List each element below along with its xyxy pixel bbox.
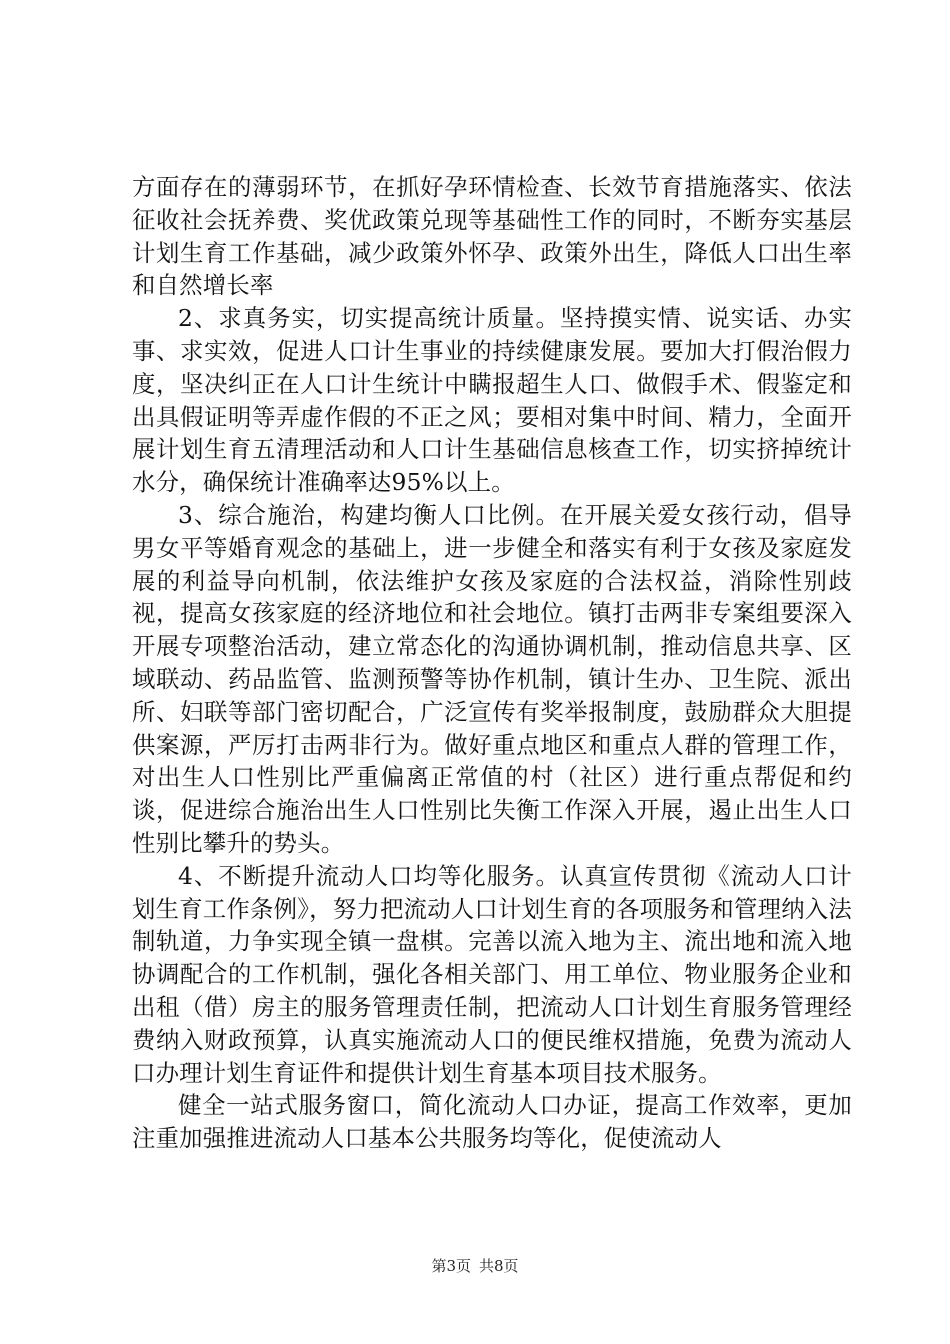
paragraph-continuation: 方面存在的薄弱环节，在抓好孕环情检查、长效节育措施落实、依法征收社会抚养费、奖优政策兑现等基础性工作的同时，不断夯实基层计划生育工作基础，减少政策外怀孕、政策外出生，降低人口出生率和自然增长率: [132, 173, 852, 300]
paragraph-service-window: 健全一站式服务窗口，简化流动人口办证，提高工作效率，更加注重加强推进流动人口基本公共服务均等化，促使流动人: [132, 1091, 852, 1153]
paragraph-item-4: 4、不断提升流动人口均等化服务。认真宣传贯彻《流动人口计划生育工作条例》，努力把流动人口计划生育的各项服务和管理纳入法制轨道，力争实现全镇一盘棋。完善以流入地为主、流出地和流入地协调配合的工作机制，强化各相关部门、用工单位、物业服务企业和出租（借）房主的服务管理责任制，把流动人口计划生育服务管理经费纳入财政预算，认真实施流动人口的便民维权措施，免费为流动人口办理计划生育证件和提供计划生育基本项目技术服务。: [132, 861, 852, 1087]
page-number: 第3页: [431, 1257, 471, 1275]
paragraph-item-2: 2、求真务实，切实提高统计质量。坚持摸实情、说实话、办实事、求实效，促进人口计生事业的持续健康发展。要加大打假治假力度，坚决纠正在人口计生统计中瞒报超生人口、做假手术、假鉴定和出具假证明等弄虚作假的不正之风；要相对集中时间、精力，全面开展计划生育五清理活动和人口计生基础信息核查工作，切实挤掉统计水分，确保统计准确率达95%以上。: [132, 304, 852, 497]
paragraph-item-3: 3、综合施治，构建均衡人口比例。在开展关爱女孩行动，倡导男女平等婚育观念的基础上，进一步健全和落实有利于女孩及家庭发展的利益导向机制，依法维护女孩及家庭的合法权益，消除性别歧视，提高女孩家庭的经济地位和社会地位。镇打击两非专案组要深入开展专项整治活动，建立常态化的沟通协调机制，推动信息共享、区域联动、药品监管、监测预警等协作机制，镇计生办、卫生院、派出所、妇联等部门密切配合，广泛宣传有奖举报制度，鼓励群众大胆提供案源，严厉打击两非行为。做好重点地区和重点人群的管理工作，对出生人口性别比严重偏离正常值的村（社区）进行重点帮促和约谈，促进综合施治出生人口性别比失衡工作深入开展，遏止出生人口性别比攀升的势头。: [132, 500, 852, 857]
page-total: 共8页: [479, 1257, 519, 1275]
document-body: [132, 171, 852, 1155]
page-footer: [0, 1256, 950, 1276]
